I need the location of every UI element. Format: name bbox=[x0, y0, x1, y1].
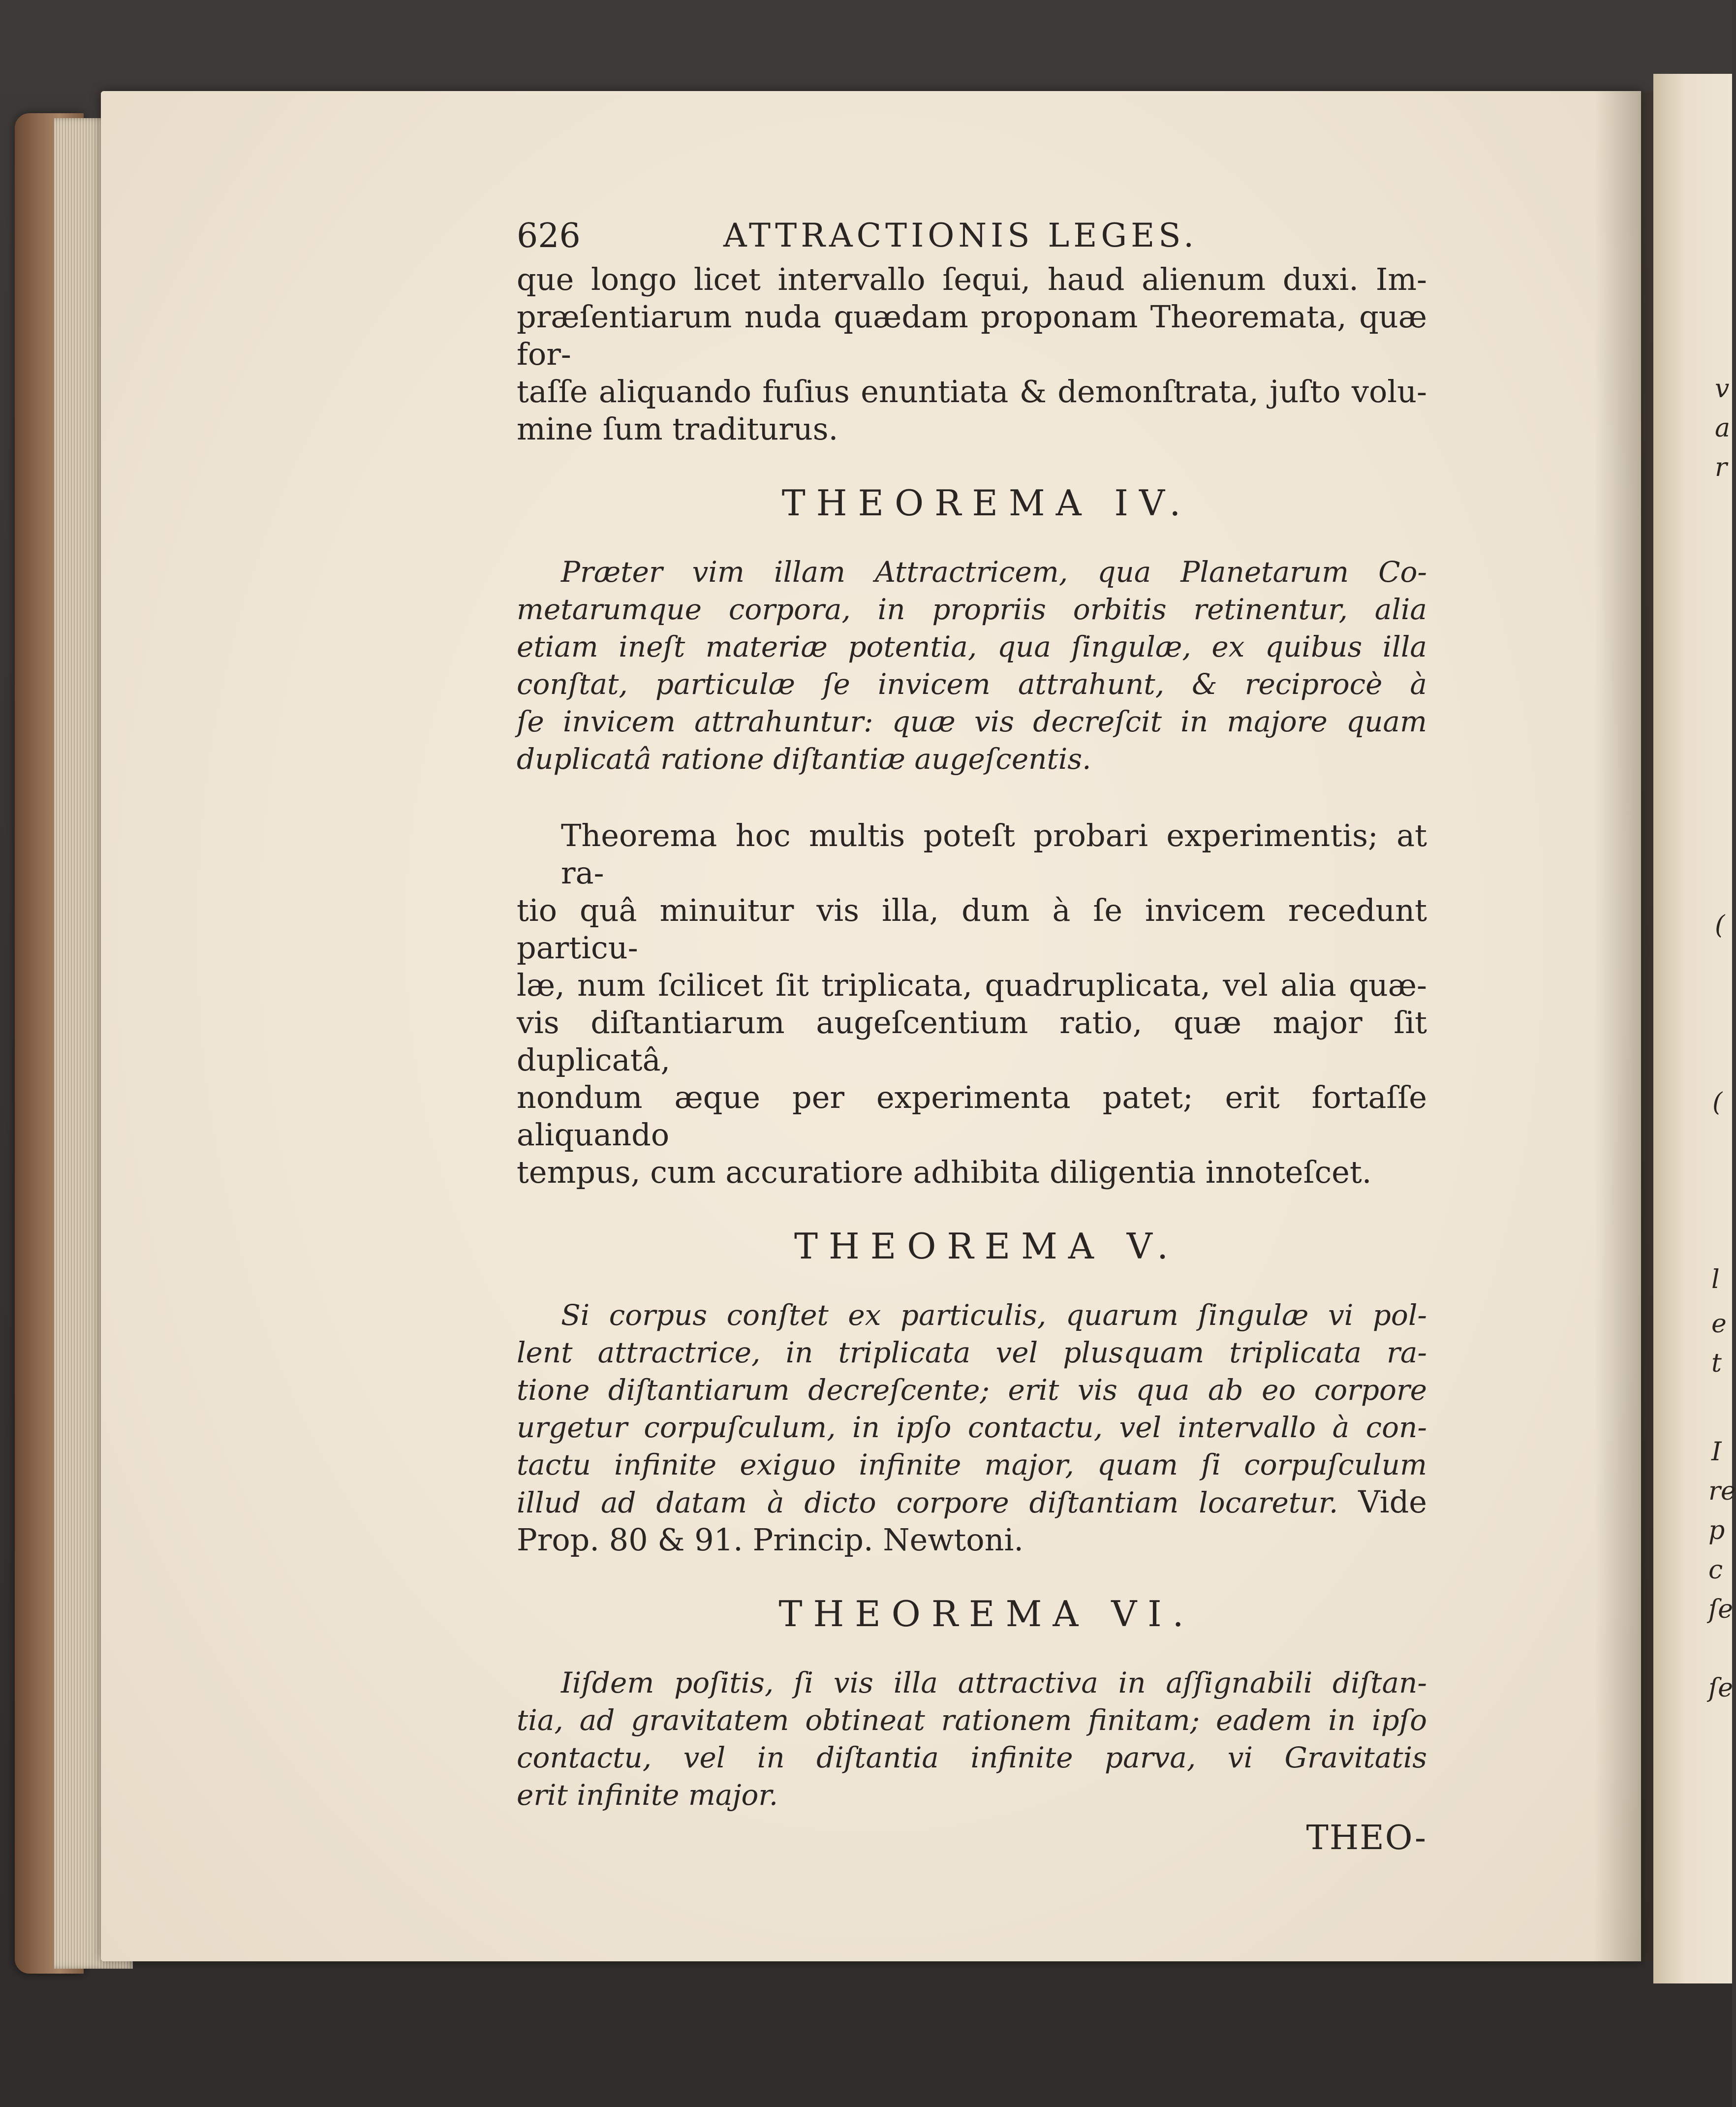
theorem-4-discussion bbox=[517, 817, 1427, 892]
intro-paragraph bbox=[517, 261, 1427, 448]
text-line: Præter vim illam Attractricem, qua Planetarum Co- bbox=[561, 555, 1427, 589]
text-line: nondum æque per experimenta patet; erit fortaſſe aliquando bbox=[517, 1079, 1427, 1153]
text-line: etiam ineſt materiæ potentia, qua ſingulæ, ex quibus illa bbox=[517, 630, 1427, 663]
facing-page-fragment bbox=[1653, 74, 1736, 1983]
facing-glyph: a bbox=[1715, 413, 1731, 443]
text-line: vis diſtantiarum augeſcentium ratio, quæ major ſit duplicatâ, bbox=[517, 1005, 1427, 1078]
facing-glyph: c bbox=[1708, 1555, 1723, 1585]
text-line: que longo licet intervallo ſequi, haud alienum duxi. Im- bbox=[517, 261, 1427, 297]
facing-glyph: I bbox=[1711, 1437, 1722, 1467]
text-line: urgetur corpuſculum, in ipſo contactu, vel intervallo à con- bbox=[517, 1411, 1427, 1444]
text-line: erit infinite major. bbox=[517, 1778, 778, 1812]
text-line: metarumque corpora, in propriis orbitis retinentur, alia bbox=[517, 593, 1427, 626]
facing-glyph: ( bbox=[1715, 911, 1725, 940]
text-line: lent attractrice, in triplicata vel plusquam triplicata ra- bbox=[517, 1336, 1427, 1369]
facing-glyph: re bbox=[1708, 1477, 1736, 1506]
roman-segment: Vide bbox=[1358, 1484, 1427, 1520]
text-line: contactu, vel in diſtantia infinite parva, vi Gravitatis bbox=[517, 1741, 1427, 1774]
text-line: tactu infinite exiguo infinite major, quam ſi corpuſculum bbox=[517, 1448, 1427, 1481]
text-line: tia, ad gravitatem obtineat rationem finitam; eadem in ipſo bbox=[517, 1703, 1427, 1737]
text-line: tempus, cum accuratiore adhibita diligentia innoteſcet. bbox=[517, 1154, 1372, 1190]
text-line: præſentiarum nuda quædam proponam Theoremata, quæ for- bbox=[517, 299, 1427, 372]
text-line: tio quâ minuitur vis illa, dum à ſe invicem recedunt particu- bbox=[517, 892, 1427, 966]
text-line: duplicatâ ratione diſtantiæ augeſcentis. bbox=[517, 742, 1091, 776]
theorem-5-statement bbox=[517, 1296, 1427, 1334]
facing-glyph: ſe bbox=[1708, 1595, 1734, 1624]
page-number: 626 bbox=[517, 217, 581, 255]
facing-glyph: t bbox=[1711, 1349, 1722, 1378]
text-line: Theorema hoc multis poteſt probari experimentis; at ra- bbox=[561, 818, 1427, 891]
theorem-6-heading: THEOREMA VI. bbox=[778, 1593, 1195, 1635]
gutter-shadow bbox=[1594, 91, 1653, 1961]
theorem-4-discussion-cont bbox=[517, 892, 1427, 1191]
running-title: ATTRACTIONIS LEGES. bbox=[723, 217, 1198, 254]
text-line: Iiſdem poſitis, ſi vis illa attractiva in aſſignabili diſtan- bbox=[561, 1666, 1427, 1699]
theorem-5-heading: THEOREMA V. bbox=[794, 1226, 1179, 1267]
theorem-4-statement-cont bbox=[517, 591, 1427, 778]
theorem-4-statement bbox=[517, 553, 1427, 591]
text-line: Si corpus conſtet ex particulis, quarum ſingulæ vi pol- bbox=[561, 1298, 1427, 1332]
facing-glyph: e bbox=[1711, 1309, 1727, 1339]
text-line: læ, num ſcilicet ſit triplicata, quadruplicata, vel alia quæ- bbox=[517, 967, 1427, 1003]
italic-segment: illud ad datam à dicto corpore diſtantiam locaretur. bbox=[517, 1486, 1338, 1519]
facing-glyph: ( bbox=[1712, 1088, 1723, 1117]
page-text bbox=[517, 207, 1427, 1857]
text-line: conſtat, particulæ ſe invicem attrahunt, & reciprocè à bbox=[517, 667, 1427, 701]
text-line: taſſe aliquando fuſius enuntiata & demonſtrata, juſto volu- bbox=[517, 374, 1427, 409]
text-line: mine ſum traditurus. bbox=[517, 411, 838, 447]
text-line bbox=[517, 1483, 1427, 1521]
running-head bbox=[517, 207, 1427, 261]
facing-glyph: r bbox=[1715, 453, 1727, 482]
facing-glyph: ſe bbox=[1708, 1673, 1734, 1703]
text-line: tione diſtantiarum decreſcente; erit vis qua ab eo corpore bbox=[517, 1373, 1427, 1407]
catchword: THEO- bbox=[1306, 1819, 1427, 1857]
theorem-6-statement bbox=[517, 1664, 1427, 1701]
facing-glyph: l bbox=[1711, 1265, 1720, 1294]
theorem-5-reference bbox=[517, 1521, 1427, 1559]
text-line: Prop. 80 & 91. Princip. Newtoni. bbox=[517, 1522, 1024, 1558]
theorem-6-statement-cont bbox=[517, 1701, 1427, 1814]
theorem-4-heading: THEOREMA IV. bbox=[781, 482, 1192, 524]
text-line: ſe invicem attrahuntur: quæ vis decreſcit in majore quam bbox=[517, 705, 1427, 738]
theorem-5-statement-cont bbox=[517, 1334, 1427, 1521]
facing-glyph: v bbox=[1715, 374, 1730, 404]
facing-glyph: p bbox=[1708, 1516, 1725, 1545]
